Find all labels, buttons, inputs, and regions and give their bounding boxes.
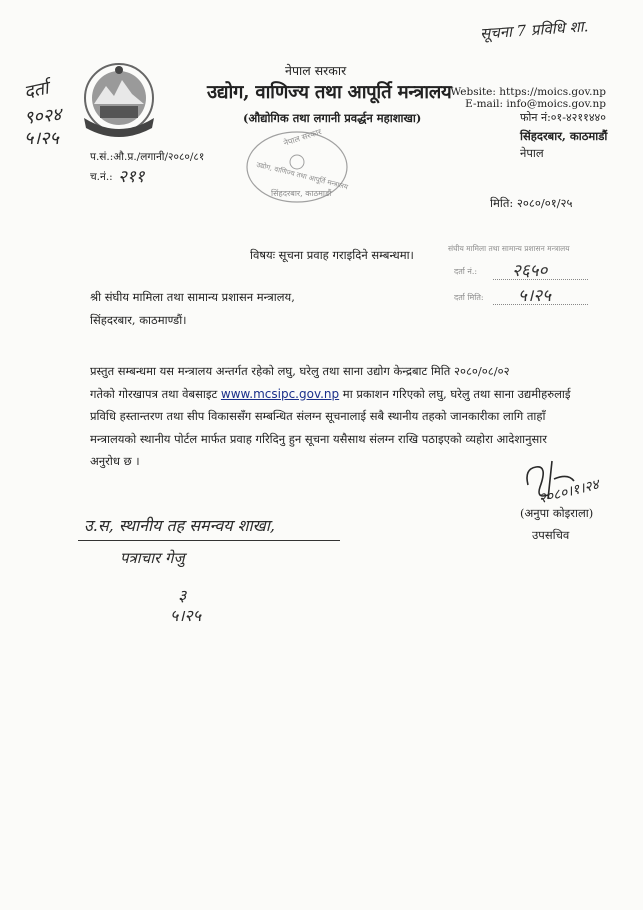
reg-darta-label: दर्ता नं.: [454,267,478,276]
ministry-name: उद्योग, वाणिज्य तथा आपूर्ति मन्त्रालय [207,82,452,103]
margin-note: सूचना 7 प्रविधि शा. [479,17,589,43]
letter-date: मिति: २०८०/०१/२५ [490,196,573,210]
body-line3: प्रविधि हस्तान्तरण तथा सीप विकाससँग सम्बन्धित संलग्न सूचनालाई सबै स्थानीय तहको जानकारीका लागि ताहाँ [90,409,546,423]
handwritten-darta-date: ५।२५ [24,128,59,149]
body-line1: प्रस्तुत सम्बन्धमा यस मन्त्रालय अन्तर्गत रहेको लघु, घरेलु तथा साना उद्योग केन्द्रबाट मिति २०८०/०८/०२ [90,364,510,378]
reg-darta-underline [493,279,588,280]
website: Website: https://moics.gov.np [450,86,606,98]
division-name: (औद्योगिक तथा लगानी प्रवर्द्धन महाशाखा) [243,111,422,125]
phone: फोन नं:०१-४२११४४० [520,111,606,124]
endorsement-line3: ३ [178,586,187,605]
contact-block [450,86,606,126]
office-stamp [245,127,349,204]
stamp-line1: नेपाल सरकार [282,127,323,148]
address-line1: सिंहदरबार, काठमाडौं [520,129,608,143]
reg-stamp-title: संघीय मामिला तथा सामान्य प्रशासन मन्त्रालय [448,244,570,253]
nepal-emblem [80,58,158,138]
endorsement-line2: पत्राचार गेजु [120,549,185,567]
signatory-name: (अनुपा कोइराला) [520,506,594,520]
handwritten-darta-number: ९०२४ [23,104,63,129]
recipient-line2: सिंहदरबार, काठमाण्डौं। [90,313,187,327]
reg-darta-value: २६५० [512,261,548,281]
stamp-line3: सिंहदरबार, काठमाडौं [271,189,332,198]
reg-miti-underline [493,304,588,305]
address-line2: नेपाल [520,146,544,160]
govt-name: नेपाल सरकार [285,63,347,78]
patra-sankhya: प.सं.:औ.प्र./लगानी/२०८०/८१ [90,151,205,163]
endorsement-underline [78,540,340,541]
email: E-mail: info@moics.gov.np [465,98,606,110]
body-line5: अनुरोध छ । [90,454,140,468]
chalani-label: च.नं.: [90,171,113,183]
body-line2 [90,383,610,406]
subject-line: विषयः सूचना प्रवाह गराइदिने सम्बन्धमा। [250,248,414,262]
recipient-line1: श्री संघीय मामिला तथा सामान्य प्रशासन मन्त्रालय, [90,290,295,304]
signatory-title: उपसचिव [532,528,570,542]
reg-miti-value: ५।२५ [518,286,551,306]
body-line4: मन्त्रालयको स्थानीय पोर्टल मार्फत प्रवाह गरिदिनु हुन सूचना यसैसाथ संलग्न राखि पठाइएको व्यहोरा आदेशानुसार [90,431,547,446]
endorsement-line4: ५।२५ [170,606,202,625]
signature-date: २०८०।१।२४ [537,476,601,508]
handwritten-darta: दर्ता [22,77,51,104]
endorsement-line1: उ.स, स्थानीय तह समन्वय शाखा, [84,516,275,535]
website-link[interactable]: www.mcsipc.gov.np [220,386,340,401]
body-line2-a: गतेको गोरखापत्र तथा वेबसाइट [90,386,221,401]
reg-miti-label: दर्ता मिति: [454,293,484,302]
stamp-line2: उद्योग, वाणिज्य तथा आपूर्ति मन्त्रालय [255,160,349,192]
chalani-handwritten: २११ [118,167,145,187]
body-line2-b: मा प्रकाशन गरिएको लघु, घरेलु तथा साना उद्यमीहरुलाई [339,386,571,401]
registration-stamp [448,244,598,312]
